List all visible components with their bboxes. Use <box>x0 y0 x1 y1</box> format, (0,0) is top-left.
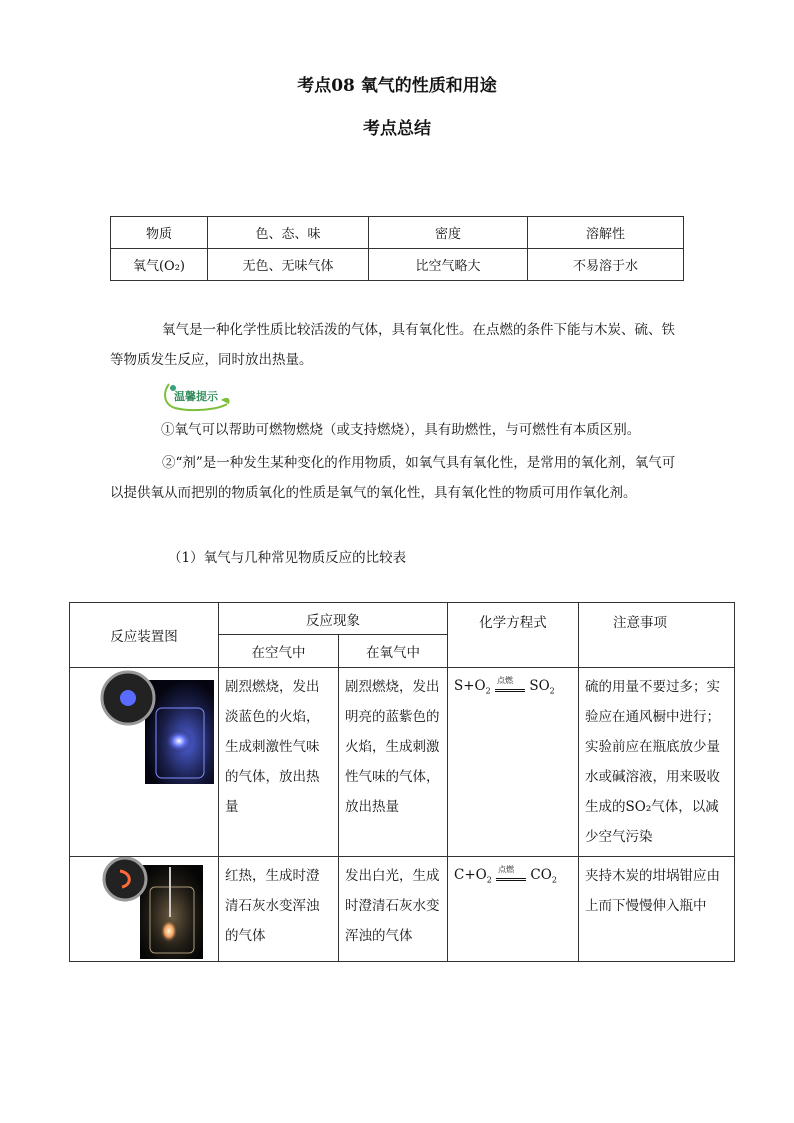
header-cell-notes: 注意事项 <box>579 603 735 668</box>
header-cell-apparatus: 反应装置图 <box>70 603 219 668</box>
eq-right-sub: 2 <box>549 686 555 696</box>
header-cell-in-oxygen: 在氧气中 <box>339 635 448 668</box>
header-cell-equation: 化学方程式 <box>448 603 579 668</box>
table-header-row <box>70 603 735 635</box>
eq-right: CO <box>530 867 552 883</box>
eq-condition: 点燃 <box>498 864 515 874</box>
tip-logo <box>161 378 233 412</box>
note-1: ①氧气可以帮助可燃物燃烧（或支持燃烧），具有助燃性，与可燃性有本质区别。 <box>161 422 641 438</box>
in-air-cell: 红热，生成时澄清石灰水变浑浊的气体 <box>219 857 339 962</box>
table-header-row <box>111 217 684 249</box>
carbon-apparatus-image <box>70 857 218 961</box>
table-cell: 氧气(O₂) <box>111 249 208 281</box>
reaction-arrow <box>495 675 525 693</box>
table-cell: 不易溶于水 <box>528 249 684 281</box>
header-cell: 色、态、味 <box>208 217 369 249</box>
eq-right-sub: 2 <box>551 875 557 885</box>
eq-left-sub: 2 <box>485 686 491 696</box>
tip-logo-text: 温馨提示 <box>174 390 218 403</box>
page-title: 考点08 氧气的性质和用途 <box>297 76 497 96</box>
note-cell: 硫的用量不要过多；实验应在通风橱中进行；实验前应在瓶底放少量水或碱溶液，用来吸收生成的SO₂气体，以减少空气污染 <box>579 668 735 857</box>
apparatus-cell <box>70 668 219 857</box>
eq-left: S+O <box>454 678 486 694</box>
eq-right: SO <box>529 678 550 694</box>
table-row <box>70 857 735 962</box>
in-oxygen-cell: 剧烈燃烧，发出明亮的蓝紫色的火焰，生成刺激性气味的气体，放出热量 <box>339 668 448 857</box>
header-cell-phenomenon: 反应现象 <box>219 603 448 635</box>
table-row <box>70 668 735 857</box>
equation-cell <box>448 857 579 962</box>
properties-table <box>110 216 684 281</box>
apparatus-cell <box>70 857 219 962</box>
reaction-table-title: （1）氧气与几种常见物质反应的比较表 <box>168 550 407 566</box>
header-cell: 物质 <box>111 217 208 249</box>
table-row <box>111 249 684 281</box>
reaction-arrow <box>496 864 526 882</box>
eq-left: C+O <box>454 867 487 883</box>
note-2: ②“剂”是一种发生某种变化的作用物质，如氧气具有氧化性，是常用的氧化剂，氧气可以提供氧从而把别的物质氧化的性质是氧气的氧化性，具有氧化性的物质可用作氧化剂。 <box>110 455 676 501</box>
equation-cell <box>448 668 579 857</box>
eq-left-sub: 2 <box>486 875 492 885</box>
in-oxygen-cell: 发出白光，生成时澄清石灰水变浑浊的气体 <box>339 857 448 962</box>
header-cell-in-air: 在空气中 <box>219 635 339 668</box>
header-cell: 溶解性 <box>528 217 684 249</box>
header-cell: 密度 <box>369 217 528 249</box>
table-cell: 比空气略大 <box>369 249 528 281</box>
table-cell: 无色、无味气体 <box>208 249 369 281</box>
intro-paragraph: 氧气是一种化学性质比较活泼的气体，具有氧化性。在点燃的条件下能与木炭、硫、铁等物质发生反应，同时放出热量。 <box>110 322 675 368</box>
eq-condition: 点燃 <box>497 675 514 685</box>
note-cell: 夹持木炭的坩埚钳应由上而下慢慢伸入瓶中 <box>579 857 735 962</box>
reaction-table <box>69 602 735 962</box>
sulfur-apparatus-image <box>70 668 218 853</box>
in-air-cell: 剧烈燃烧，发出淡蓝色的火焰，生成刺激性气味的气体，放出热量 <box>219 668 339 857</box>
page-subtitle: 考点总结 <box>363 119 431 139</box>
